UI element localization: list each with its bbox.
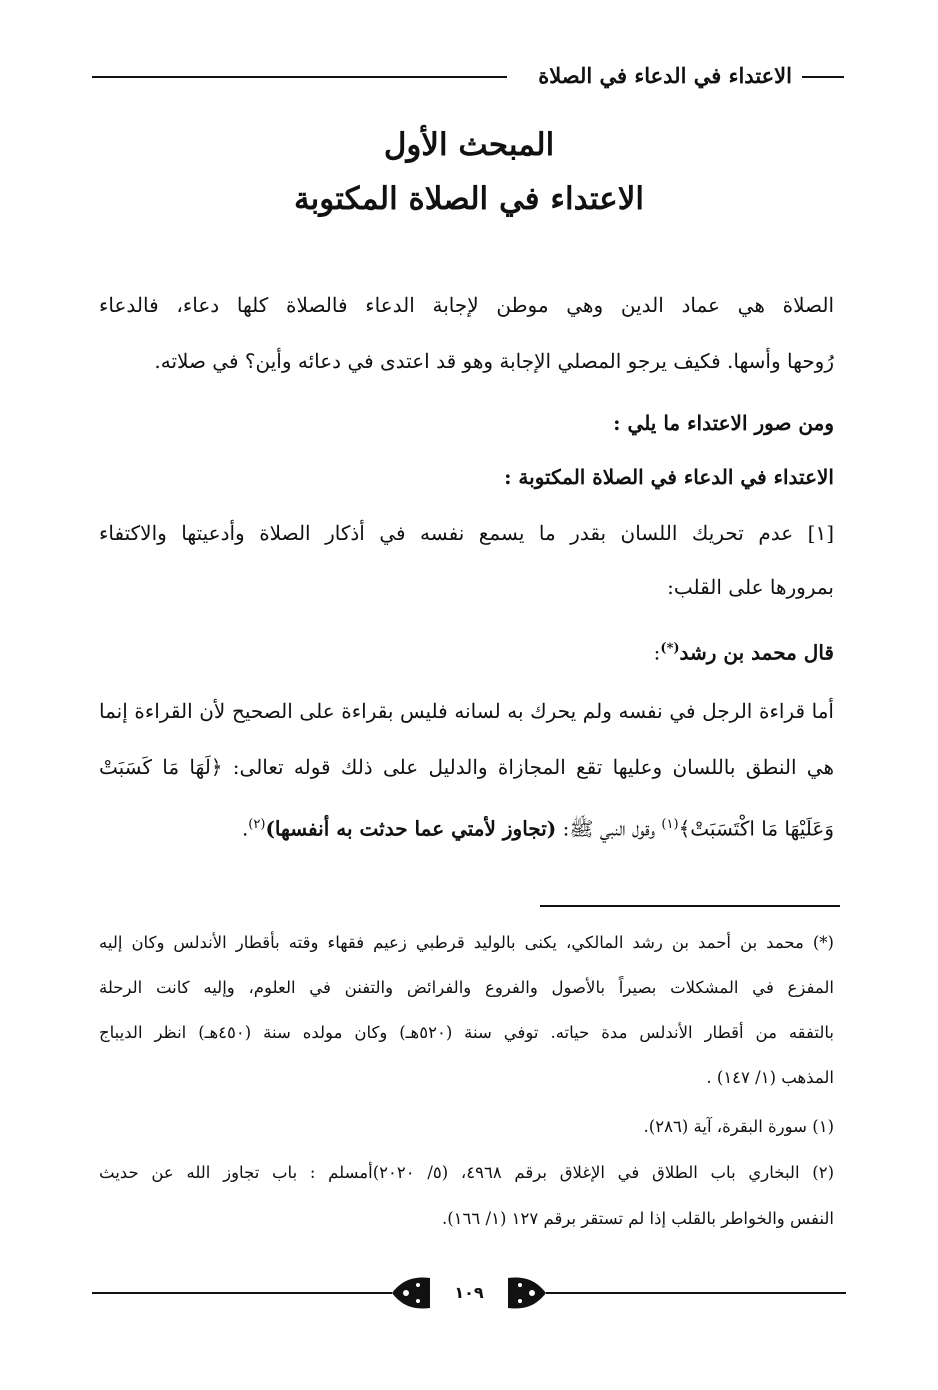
hadith-text: (تجاوز لأمتي عما حدثت به أنفسها) [265, 816, 557, 841]
intro-line-2: رُوحها وأسها. فكيف يرجو المصلي الإجابة وهو قد اعتدى في دعائه وأين؟ في صلاته. [154, 349, 834, 373]
quote-intro-text: قال محمد بن رشد [679, 640, 834, 665]
footnote-star-line-3: بالتفقه من أقطار الأندلس مدة حياته. توفي سنة (٥٢٠هـ) وكان مولده سنة (٤٥٠هـ) انظر الديباج [99, 1023, 834, 1042]
subheading: الاعتداء في الدعاء في الصلاة المكتوبة : [504, 465, 834, 489]
footnote-star-line-2: المفزع في المشكلات بصيراً بالأصول والفروع والفرائض والتفنن في العلوم، وإليه كانت الرحلة [99, 978, 834, 997]
forms-heading: ومن صور الاعتداء ما يلي : [613, 411, 834, 435]
footnote-divider [540, 905, 840, 907]
intro-line-1: الصلاة هي عماد الدين وهي موطن لإجابة الدعاء فالصلاة كلها دعاء، فالدعاء [99, 293, 834, 317]
page-number: ١٠٩ [430, 1278, 508, 1308]
footer-rule-left [92, 1292, 392, 1294]
footnote-ref-2: (٢) [248, 817, 266, 832]
footnote-2-line-1: (٢) البخاري باب الطلاق في الإغلاق برقم ٤٩٦٨، (٥/ ٢٠٢٠)أمسلم : باب تجاوز الله عن حديث [99, 1163, 834, 1182]
running-title: الاعتداء في الدعاء في الصلاة [538, 63, 792, 88]
quote-line-3 [99, 810, 834, 844]
prophet-phrase: وقول النبي ﷺ: [556, 816, 662, 841]
footnote-ref-1: (١) [661, 817, 679, 832]
quote-line-2: هي النطق باللسان وعليها تقع المجازاة والدليل على ذلك قوله تعالى: ﴿لَهَا مَا كَسَبَتْ [99, 755, 834, 779]
chapter-subtitle: الاعتداء في الصلاة المكتوبة [293, 181, 645, 217]
header-rule-left [92, 76, 507, 78]
verse-fragment: وَعَلَيْهَا مَا اكْتَسَبَتْ﴾ [678, 816, 834, 841]
chapter-title: المبحث الأول [383, 127, 555, 163]
header-rule-right [802, 76, 844, 78]
quote-intro-colon: : [653, 640, 661, 665]
footnote-1: (١) سورة البقرة، آية (٢٨٦). [643, 1117, 834, 1136]
item1-line-2: بمرورها على القلب: [667, 575, 834, 599]
item1-line-1: [١] عدم تحريك اللسان بقدر ما يسمع نفسه في أذكار الصلاة وأدعيتها والاكتفاء [99, 521, 834, 545]
quote-line-1: أما قراءة الرجل في نفسه ولم يحرك به لسانه فليس بقراءة على الصحيح لأن القراءة إنما [99, 699, 834, 723]
quote-line-end: . [241, 816, 249, 841]
footer-rule-right [546, 1292, 846, 1294]
quote-intro [99, 634, 834, 668]
footnote-star-line-4: المذهب (١/ ١٤٧) . [706, 1068, 834, 1087]
footnote-star-line-1: (*) محمد بن أحمد بن رشد المالكي، يكنى بالوليد قرطبي زعيم فقهاء وقته بأقطار الأندلس وكان إليه [99, 933, 834, 952]
footnote-2-line-2: النفس والخواطر بالقلب إذا لم تستقر برقم ١٢٧ (١/ ١٦٦). [441, 1209, 834, 1228]
running-header [92, 62, 844, 90]
quote-intro-marker: (*) [660, 641, 680, 656]
